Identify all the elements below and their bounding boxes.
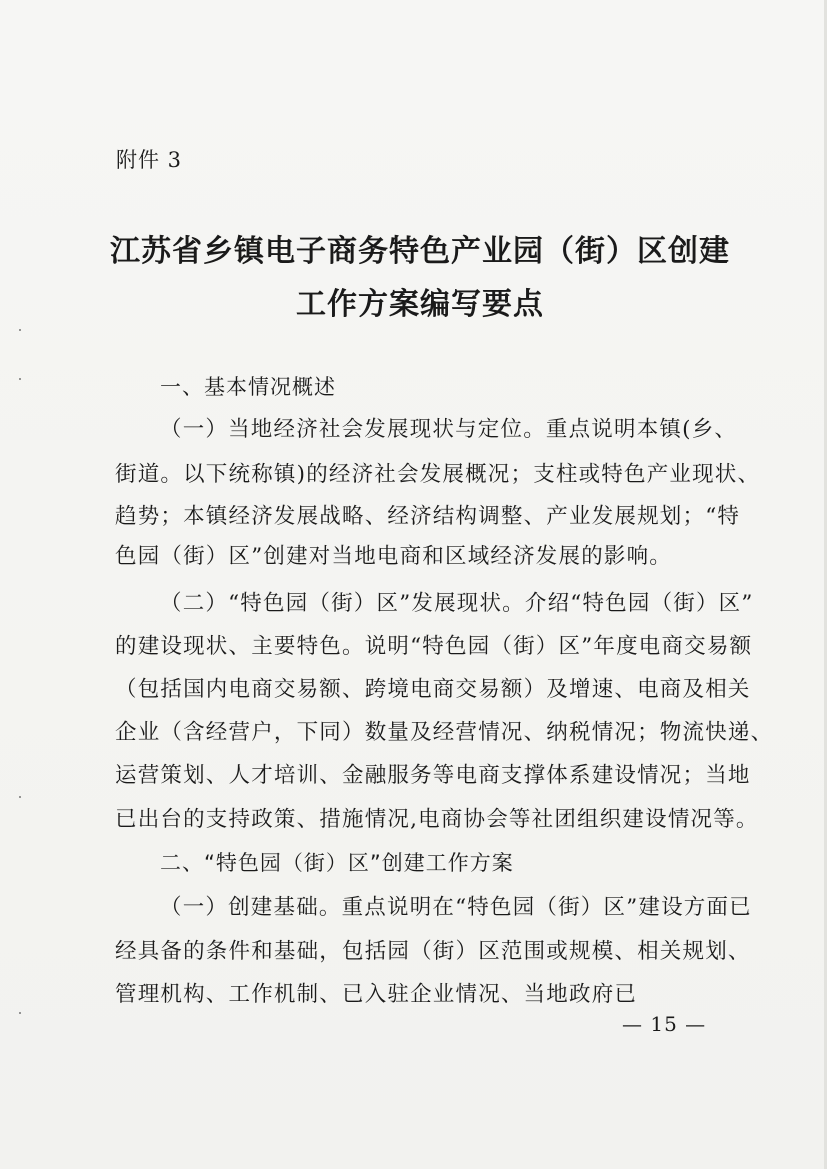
- scan-speck: [19, 1012, 21, 1014]
- document-title-line-1: 江苏省乡镇电子商务特色产业园（街）区创建: [110, 234, 730, 269]
- scan-speck: [19, 329, 21, 331]
- paragraph-line: （一）创建基础。重点说明在“特色园（街）区”建设方面已: [160, 895, 752, 920]
- page-number: — 15 —: [622, 1012, 707, 1036]
- section-heading: 一、基本情况概述: [160, 375, 336, 399]
- paragraph-line: 管理机构、工作机制、已入驻企业情况、当地政府已: [115, 982, 638, 1007]
- paragraph-line: 运营策划、人才培训、金融服务等电商支撑体系建设情况；当地: [115, 763, 751, 788]
- attachment-label: 附件 3: [116, 148, 183, 172]
- scan-speck: [19, 796, 21, 798]
- paragraph-line: 趋势；本镇经济发展战略、经济结构调整、产业发展规划；“特: [115, 504, 741, 529]
- paragraph-line: 的建设现状、主要特色。说明“特色园（街）区”年度电商交易额: [115, 634, 753, 659]
- paragraph-line: 街道。以下统称镇)的经济社会发展概况；支柱或特色产业现状、: [115, 462, 761, 487]
- paragraph-line: （包括国内电商交易额、跨境电商交易额）及增速、电商及相关: [115, 677, 751, 702]
- section-heading: 二、“特色园（街）区”创建工作方案: [160, 851, 514, 875]
- paragraph-line: 已出台的支持政策、措施情况,电商协会等社团组织建设情况等。: [115, 807, 759, 832]
- paragraph-line: 经具备的条件和基础，包括园（街）区范围或规模、相关规划、: [115, 939, 751, 964]
- paragraph-line: （一）当地经济社会发展现状与定位。重点说明本镇(乡、: [160, 417, 738, 442]
- paragraph-line: 企业（含经营户，下同）数量及经营情况、纳税情况；物流快递、: [115, 720, 774, 745]
- scan-speck: [19, 378, 21, 380]
- paragraph-line: 色园（街）区”创建对当地电商和区域经济发展的影响。: [115, 544, 672, 569]
- document-title-line-2: 工作方案编写要点: [296, 287, 544, 322]
- paragraph-line: （二）“特色园（街）区”发展现状。介绍“特色园（街）区”: [160, 591, 754, 616]
